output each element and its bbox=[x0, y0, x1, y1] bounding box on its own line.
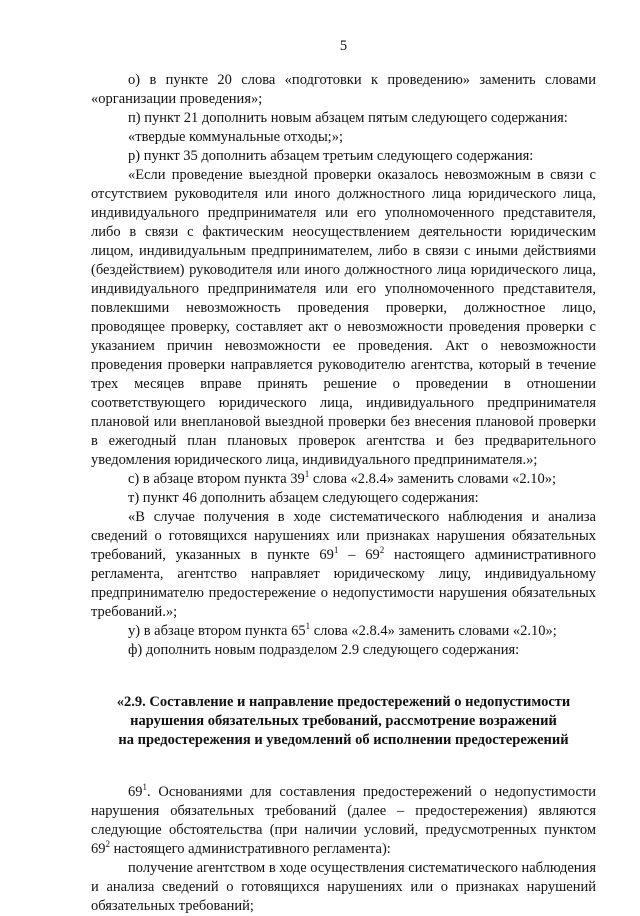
text-segment: настоящего административного регламента, агентство направляет юридическому лицу, индивидуальному предпринимателю предостережение о недопустимости нарушения обязательных требований.»; bbox=[91, 547, 596, 620]
paragraph-quote-warning bbox=[91, 508, 596, 622]
paragraph-quote-inspection: «Если проведение выездной проверки оказалось невозможным в связи с отсутствием руководителя или иного должностного лица юридического лица, индивидуального предпринимателя или его уполномоченного представителя, либо в связи с фактическим неосуществлением деятельности юридическим лицом, индивидуальным предпринимателем, либо в связи с иными действиями (бездействием) руководителя или иного должностного лица юридического лица, индивидуального предпринимателя или его уполномоченного представителя, повлекшими невозможность проведения проверки, должностное лицо, проводящее проверку, составляет акт о невозможности проведения проверки с указанием причин невозможности ее проведения. Акт о невозможности проведения проверки направляется руководителю агентства, который в течение трех месяцев вправе принять решение о проведении в отношении соответствующего юридического лица, индивидуального предпринимателя плановой или внеплановой выездной проверки без внесения плановой проверки в ежегодный план плановых проверок агентства и без предварительного уведомления юридического лица, индивидуального предпринимателя.»; bbox=[91, 167, 596, 468]
superscript: 2 bbox=[379, 545, 385, 556]
paragraph-quote-waste: «твердые коммунальные отходы;»; bbox=[128, 129, 343, 145]
section-heading bbox=[91, 693, 596, 750]
text-segment: . Основаниями для составления предостережений о недопустимости нарушения обязательных требований (далее – предостережения) являются следующие обстоятельства (при наличии условий, предусмотренных пунктом 69 bbox=[91, 784, 596, 857]
text-segment: – 69 bbox=[338, 547, 380, 563]
paragraph-grounds-first: получение агентством в ходе осуществления систематического наблюдения и анализа сведений о готовящихся нарушениях или о признаках нарушений обязательных требований; bbox=[91, 860, 596, 914]
paragraph-item-f: ф) дополнить новым подразделом 2.9 следующего содержания: bbox=[128, 642, 520, 658]
text-segment: настоящего административного регламента): bbox=[110, 841, 391, 857]
superscript: 1 bbox=[305, 621, 311, 632]
paragraph-item-p: п) пункт 21 дополнить новым абзацем пятым следующего содержания: bbox=[128, 110, 568, 126]
text-segment: с) в абзаце втором пункта 39 bbox=[128, 471, 305, 487]
text-segment: «В случае получения в ходе систематического наблюдения и анализа сведений о готовящихся нарушениях или признаках нарушения обязательных требований, указанных в пункте 69 bbox=[91, 509, 596, 563]
text-segment: 69 bbox=[128, 784, 143, 800]
page-number: 5 bbox=[339, 38, 348, 54]
paragraph-item-u bbox=[91, 622, 596, 641]
heading-line: «2.9. Составление и направление предостережений о недопустимости bbox=[116, 694, 571, 710]
paragraph-item-o: о) в пункте 20 слова «подготовки к проведению» заменить словами «организации проведения»; bbox=[91, 72, 596, 107]
document-page bbox=[91, 38, 596, 916]
paragraph-item-t: т) пункт 46 дополнить абзацем следующего содержания: bbox=[128, 490, 479, 506]
superscript: 1 bbox=[304, 469, 310, 480]
heading-line: нарушения обязательных требований, рассмотрение возражений bbox=[130, 713, 557, 729]
paragraph-item-s bbox=[91, 470, 596, 489]
superscript: 1 bbox=[142, 782, 147, 793]
text-segment: слова «2.8.4» заменить словами «2.10»; bbox=[310, 623, 557, 639]
paragraph-item-r: р) пункт 35 дополнить абзацем третьим следующего содержания: bbox=[128, 148, 534, 164]
text-segment: слова «2.8.4» заменить словами «2.10»; bbox=[309, 471, 556, 487]
superscript: 2 bbox=[105, 839, 110, 850]
text-segment: у) в абзаце втором пункта 65 bbox=[128, 623, 306, 639]
heading-line: на предостережения и уведомлений об исполнении предостережений bbox=[118, 732, 569, 748]
paragraph-69-1 bbox=[91, 783, 596, 859]
superscript: 1 bbox=[333, 545, 339, 556]
